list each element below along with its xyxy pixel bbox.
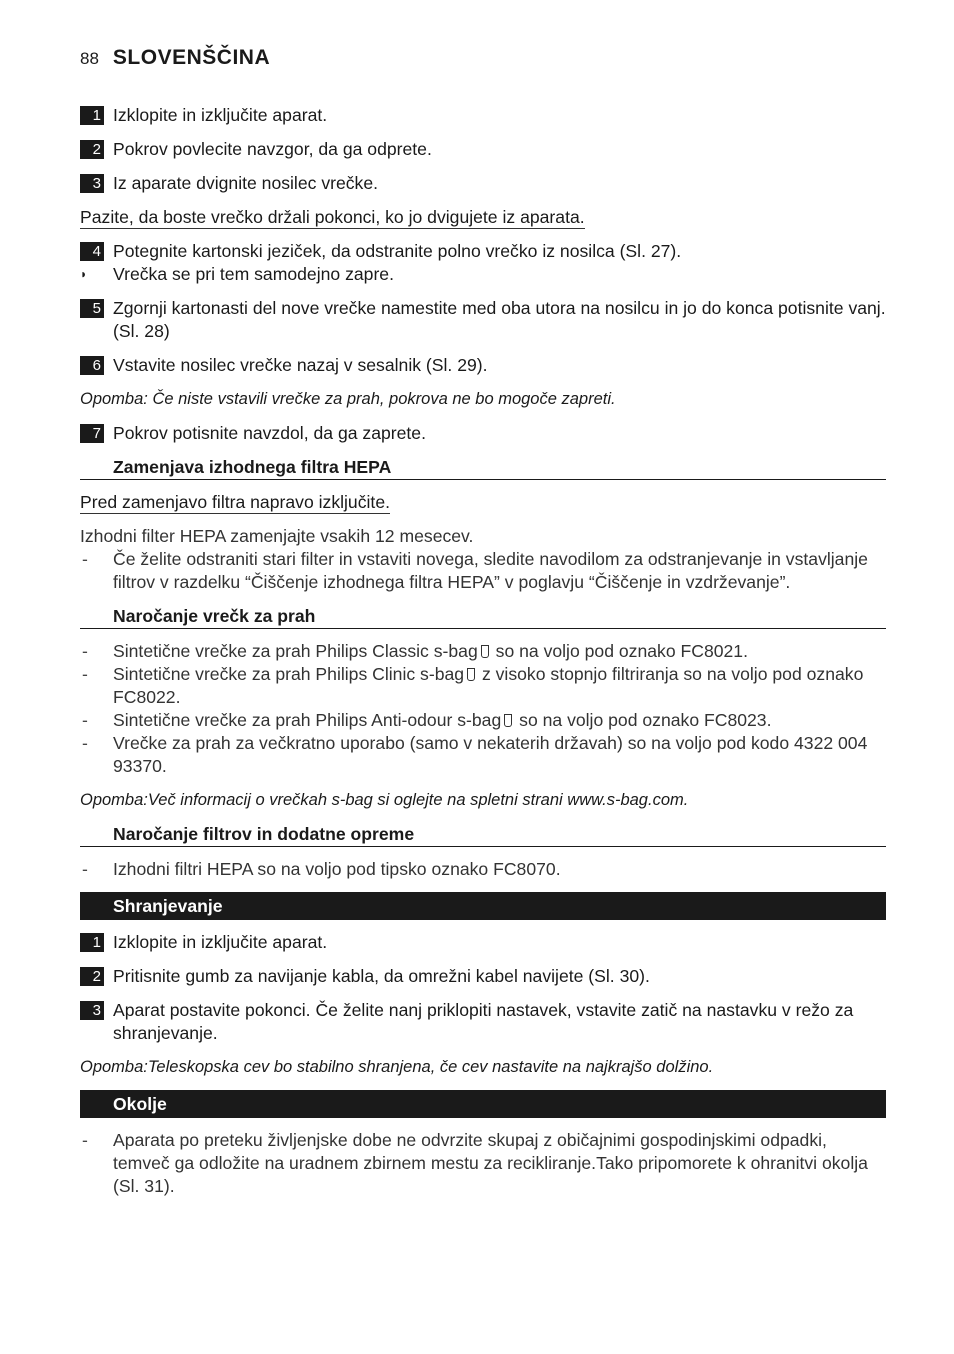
step-text: Iz aparate dvignite nosilec vrečke. bbox=[113, 173, 379, 193]
step-number: 5 bbox=[80, 299, 104, 318]
step-text: Izklopite in izključite aparat. bbox=[113, 932, 328, 952]
list-item bbox=[80, 858, 886, 881]
language-title: SLOVENŠČINA bbox=[112, 46, 271, 69]
page-content bbox=[80, 104, 886, 1209]
step-text: Vstavite nosilec vrečke nazaj v sesalnik (Sl. 29). bbox=[113, 355, 488, 375]
step-number: 6 bbox=[80, 356, 104, 375]
dash-marker: - bbox=[82, 710, 88, 730]
section-title-filters: Naročanje filtrov in dodatne opreme bbox=[80, 823, 886, 847]
list-item bbox=[80, 1129, 886, 1198]
list-item-text: Če želite odstraniti stari filter in vstaviti novega, sledite navodilom za odstranjevanje in vstavljanje filtrov v razdelku “Čiščenje izhodnega filtra HEPA” v poglavju “Čiščenje in vzdrževanje”. bbox=[113, 549, 868, 592]
bag-icon bbox=[481, 645, 489, 658]
step-number: 1 bbox=[80, 933, 104, 952]
list-item-text: Sintetične vrečke za prah Philips Classic s-bag bbox=[113, 641, 478, 661]
list-item bbox=[80, 640, 886, 663]
page-number: 88 bbox=[80, 49, 99, 68]
section-title-bags: Naročanje vrečk za prah bbox=[80, 605, 886, 629]
step-6 bbox=[80, 354, 886, 377]
list-item-text: Vrečke za prah za večkratno uporabo (samo v nekaterih državah) so na voljo pod kodo 4322 004 93370. bbox=[113, 733, 868, 776]
step-number: 2 bbox=[80, 140, 104, 159]
result-text: Vrečka se pri tem samodejno zapre. bbox=[113, 264, 394, 284]
step-number: 7 bbox=[80, 424, 104, 443]
list-item bbox=[80, 548, 886, 594]
step-1 bbox=[80, 104, 886, 127]
warning-text: Pazite, da boste vrečko držali pokonci, ko jo dvigujete iz aparata. bbox=[80, 207, 585, 227]
list-item-text: Izhodni filtri HEPA so na voljo pod tipsko oznako FC8070. bbox=[113, 859, 561, 879]
list-item-text: Sintetične vrečke za prah Philips Clinic s-bag bbox=[113, 664, 465, 684]
dash-marker: - bbox=[82, 1130, 88, 1150]
dash-marker: - bbox=[82, 549, 88, 569]
dash-marker: - bbox=[82, 859, 88, 879]
storage-step-1 bbox=[80, 931, 886, 954]
paragraph-text: Izhodni filter HEPA zamenjajte vsakih 12 mesecev. bbox=[80, 526, 474, 546]
step-text: Pritisnite gumb za navijanje kabla, da omrežni kabel navijete (Sl. 30). bbox=[113, 966, 650, 986]
step-number: 2 bbox=[80, 967, 104, 986]
section-bar-environment: Okolje bbox=[80, 1090, 886, 1118]
step-text: Pokrov povlecite navzgor, da ga odprete. bbox=[113, 139, 432, 159]
list-item bbox=[80, 732, 886, 778]
step-text: Aparat postavite pokonci. Če želite nanj priklopiti nastavek, vstavite zatič na nastavku v režo za shranjevanje. bbox=[113, 1000, 854, 1043]
step-text: Potegnite kartonski jeziček, da odstranite polno vrečko iz nosilca (Sl. 27). bbox=[113, 241, 682, 261]
page-header bbox=[80, 46, 270, 70]
list-item-text: so na voljo pod oznako FC8021. bbox=[495, 641, 748, 661]
step-7 bbox=[80, 422, 886, 445]
step-number: 1 bbox=[80, 106, 104, 125]
dash-marker: - bbox=[82, 641, 88, 661]
list-item bbox=[80, 709, 886, 732]
list-item-text: so na voljo pod oznako FC8023. bbox=[519, 710, 772, 730]
step-text: Pokrov potisnite navzdol, da ga zaprete. bbox=[113, 423, 426, 443]
list-item-text: z visoko stopnjo filtriranja so na voljo pod oznako FC8022. bbox=[113, 664, 864, 707]
warning-text: Pred zamenjavo filtra napravo izključite. bbox=[80, 492, 390, 512]
step-number: 3 bbox=[80, 1001, 104, 1020]
step-2 bbox=[80, 138, 886, 161]
step-5 bbox=[80, 297, 886, 343]
result-marker-icon: ◗ bbox=[80, 267, 88, 281]
list-item bbox=[80, 663, 886, 709]
list-item-text: Sintetične vrečke za prah Philips Anti-odour s-bag bbox=[113, 710, 502, 730]
step-4 bbox=[80, 240, 886, 263]
section-title-hepa: Zamenjava izhodnega filtra HEPA bbox=[80, 456, 886, 480]
storage-step-2 bbox=[80, 965, 886, 988]
dash-marker: - bbox=[82, 733, 88, 753]
bag-list bbox=[80, 640, 886, 778]
step-result bbox=[80, 263, 886, 286]
step-text: Zgornji kartonasti del nove vrečke namestite med oba utora na nosilcu in jo do konca potisnite vanj. (Sl. 28) bbox=[113, 298, 886, 341]
list-item-text: Aparata po preteku življenjske dobe ne odvrzite skupaj z običajnimi gospodinjskimi odpadki, temveč ga odložite na uradnem zbirnem mestu za recikliranje.Tako pripomorete k ohranitvi okolja (Sl. 31). bbox=[113, 1130, 868, 1196]
note-text: Opomba:Teleskopska cev bo stabilno shranjena, če cev nastavite na najkrajšo dolžino. bbox=[80, 1058, 714, 1076]
step-number: 4 bbox=[80, 242, 104, 261]
note-text: Opomba:Več informacij o vrečkah s-bag si oglejte na spletni strani www.s-bag.com. bbox=[80, 791, 689, 809]
step-3 bbox=[80, 172, 886, 195]
section-bar-storage: Shranjevanje bbox=[80, 892, 886, 920]
note-text: Opomba: Če niste vstavili vrečke za prah, pokrova ne bo mogoče zapreti. bbox=[80, 390, 616, 408]
bag-icon bbox=[504, 714, 512, 727]
storage-step-3 bbox=[80, 999, 886, 1045]
bag-icon bbox=[467, 668, 475, 681]
step-number: 3 bbox=[80, 174, 104, 193]
dash-marker: - bbox=[82, 664, 88, 684]
step-text: Izklopite in izključite aparat. bbox=[113, 105, 328, 125]
